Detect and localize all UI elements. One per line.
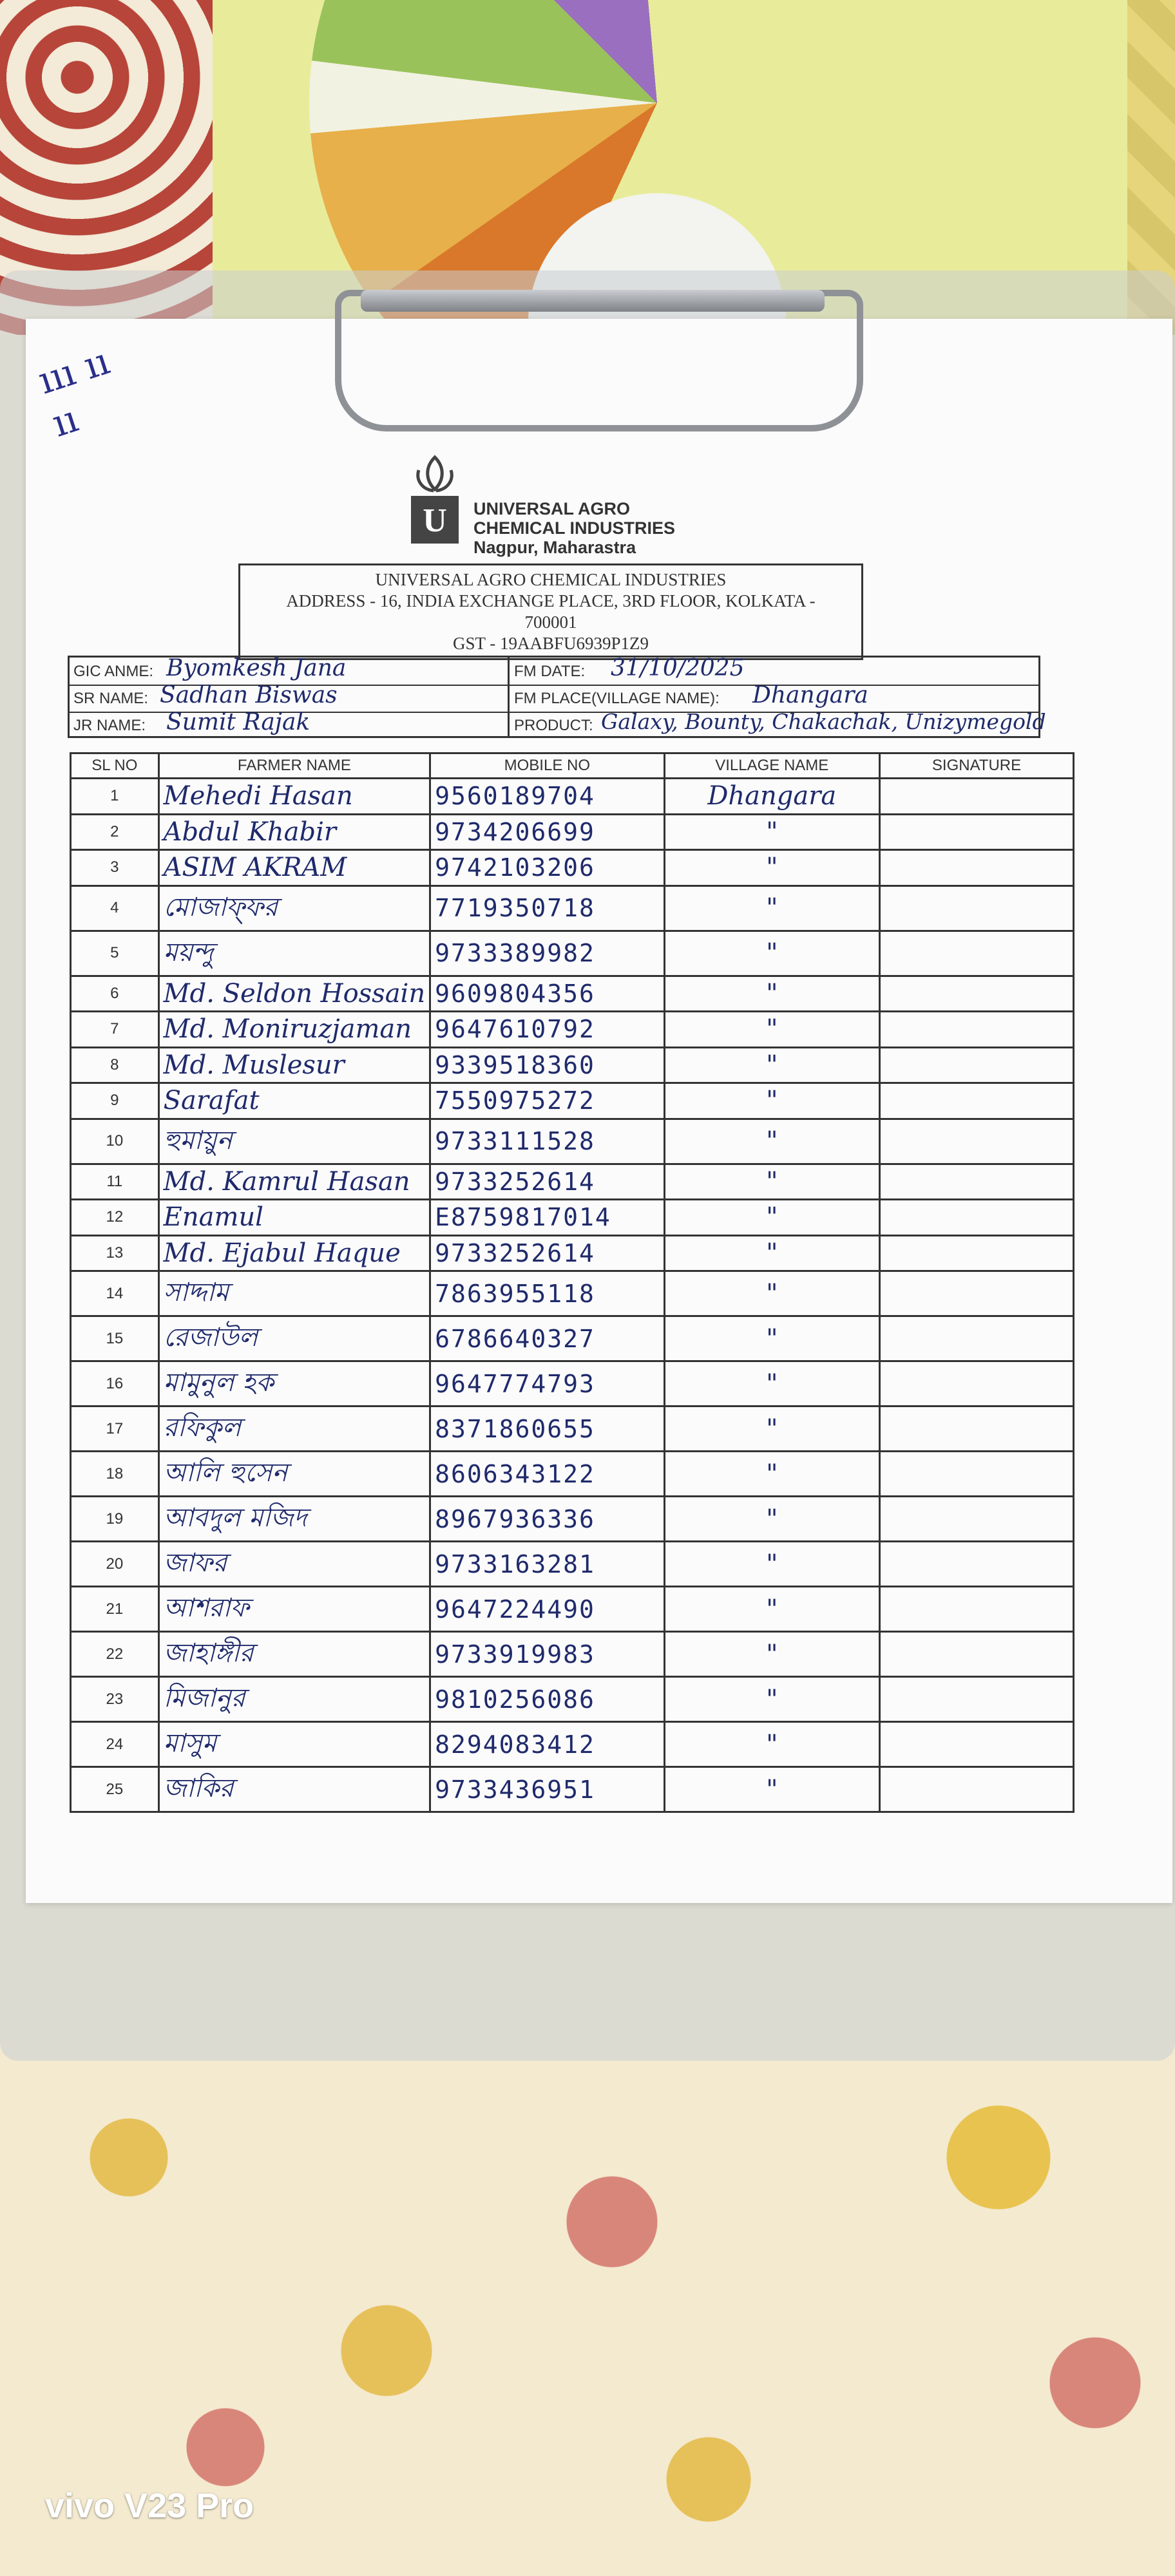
table-row bbox=[71, 1047, 1074, 1083]
cell-village-name-text: " bbox=[766, 1323, 778, 1354]
cell-mobile-no-text: 9733252614 bbox=[435, 1238, 595, 1267]
cell-village-name-text: " bbox=[766, 1202, 778, 1233]
cell-farmer-name bbox=[158, 886, 430, 931]
cell-mobile-no bbox=[430, 779, 664, 815]
cell-village-name-text: Dhangara bbox=[707, 781, 837, 811]
cell-mobile-no bbox=[430, 850, 664, 886]
cell-village-name-text: " bbox=[766, 1086, 778, 1116]
cell-mobile-no-text: 9733436951 bbox=[435, 1775, 595, 1804]
company-logo-icon bbox=[406, 451, 464, 547]
table-row bbox=[71, 779, 1074, 815]
address-company: UNIVERSAL AGRO CHEMICAL INDUSTRIES bbox=[375, 570, 727, 589]
cell-village-name bbox=[664, 1316, 879, 1361]
cell-village-name bbox=[664, 931, 879, 976]
cell-signature bbox=[880, 1012, 1074, 1048]
cell-signature bbox=[880, 1271, 1074, 1316]
cell-village-name bbox=[664, 1200, 879, 1236]
cell-village-name-text: " bbox=[766, 1459, 778, 1489]
cell-farmer-name-text: আবদুল মজিদ bbox=[163, 1503, 307, 1533]
cell-signature bbox=[880, 1047, 1074, 1083]
cell-farmer-name bbox=[158, 814, 430, 850]
col-sl-no: SL NO bbox=[71, 753, 159, 779]
cell-sl-no: 15 bbox=[71, 1316, 159, 1361]
cell-sl-no: 22 bbox=[71, 1632, 159, 1677]
cell-mobile-no bbox=[430, 1361, 664, 1406]
col-farmer-name: FARMER NAME bbox=[158, 753, 430, 779]
jr-label: JR NAME: bbox=[73, 717, 146, 734]
cell-village-name bbox=[664, 779, 879, 815]
cell-mobile-no bbox=[430, 931, 664, 976]
cell-signature bbox=[880, 1722, 1074, 1767]
cell-sl-no: 23 bbox=[71, 1677, 159, 1722]
address-street: ADDRESS - 16, INDIA EXCHANGE PLACE, 3RD FLOOR, KOLKATA - bbox=[286, 591, 816, 611]
cell-village-name-text: " bbox=[766, 1684, 778, 1714]
cell-mobile-no bbox=[430, 886, 664, 931]
cell-signature bbox=[880, 1316, 1074, 1361]
cell-village-name bbox=[664, 1677, 879, 1722]
cell-signature bbox=[880, 850, 1074, 886]
cell-village-name bbox=[664, 1632, 879, 1677]
cell-signature bbox=[880, 1083, 1074, 1119]
cell-farmer-name-text: Md. Moniruzjaman bbox=[163, 1014, 412, 1045]
cell-mobile-no bbox=[430, 1587, 664, 1632]
cell-farmer-name-text: মোজাফ্ফর bbox=[163, 892, 278, 922]
cell-mobile-no bbox=[430, 1083, 664, 1119]
cell-signature bbox=[880, 1542, 1074, 1587]
cell-farmer-name-text: হুমায়ুন bbox=[163, 1125, 233, 1155]
cell-village-name-text: " bbox=[766, 1014, 778, 1045]
meeting-details bbox=[68, 655, 1046, 738]
cell-mobile-no-text: E8759817014 bbox=[435, 1203, 611, 1232]
cell-signature bbox=[880, 1677, 1074, 1722]
cell-mobile-no-text: 7719350718 bbox=[435, 894, 595, 922]
cell-village-name-text: " bbox=[766, 1639, 778, 1669]
cell-sl-no: 4 bbox=[71, 886, 159, 931]
table-row bbox=[71, 1677, 1074, 1722]
company-name-line1: UNIVERSAL AGRO bbox=[473, 499, 631, 518]
cell-village-name bbox=[664, 1497, 879, 1542]
cell-signature bbox=[880, 1452, 1074, 1497]
cell-farmer-name bbox=[158, 931, 430, 976]
col-signature: SIGNATURE bbox=[880, 753, 1074, 779]
cell-village-name-text: " bbox=[766, 1238, 778, 1268]
cell-signature bbox=[880, 1406, 1074, 1452]
cell-signature bbox=[880, 814, 1074, 850]
cell-mobile-no-text: 9733389982 bbox=[435, 939, 595, 967]
cell-mobile-no bbox=[430, 1119, 664, 1164]
cell-mobile-no bbox=[430, 1406, 664, 1452]
place-label: FM PLACE(VILLAGE NAME): bbox=[514, 690, 720, 707]
company-location: Nagpur, Maharastra bbox=[473, 538, 636, 557]
cell-sl-no: 16 bbox=[71, 1361, 159, 1406]
cell-signature bbox=[880, 886, 1074, 931]
cell-mobile-no bbox=[430, 1677, 664, 1722]
cell-mobile-no bbox=[430, 1767, 664, 1812]
cell-mobile-no-text: 8967936336 bbox=[435, 1504, 595, 1533]
table-row bbox=[71, 814, 1074, 850]
cell-mobile-no-text: 9733252614 bbox=[435, 1167, 595, 1196]
cell-farmer-name-text: ময়ন্দু bbox=[163, 937, 214, 967]
cell-signature bbox=[880, 1361, 1074, 1406]
sr-label: SR NAME: bbox=[73, 690, 149, 707]
cell-farmer-name bbox=[158, 1316, 430, 1361]
cell-signature bbox=[880, 1767, 1074, 1812]
cell-farmer-name-text: Md. Ejabul Haque bbox=[163, 1238, 401, 1268]
cell-signature bbox=[880, 1497, 1074, 1542]
col-mobile-no: MOBILE NO bbox=[430, 753, 664, 779]
product-label: PRODUCT: bbox=[514, 717, 593, 734]
cell-village-name bbox=[664, 1119, 879, 1164]
cell-mobile-no bbox=[430, 1200, 664, 1236]
cell-village-name-text: " bbox=[766, 1549, 778, 1579]
cell-village-name bbox=[664, 1271, 879, 1316]
cell-farmer-name-text: মাসুম bbox=[163, 1728, 217, 1758]
cell-signature bbox=[880, 976, 1074, 1012]
cell-signature bbox=[880, 1164, 1074, 1200]
cell-village-name-text: " bbox=[766, 1368, 778, 1399]
table-row bbox=[71, 1083, 1074, 1119]
cell-mobile-no-text: 9609804356 bbox=[435, 979, 595, 1008]
table-row bbox=[71, 1767, 1074, 1812]
table-row bbox=[71, 1012, 1074, 1048]
cell-farmer-name-text: মিজানুর bbox=[163, 1683, 245, 1713]
cell-farmer-name-text: Md. Kamrul Hasan bbox=[163, 1166, 410, 1197]
cell-mobile-no-text: 9647610792 bbox=[435, 1015, 595, 1044]
cell-village-name bbox=[664, 1406, 879, 1452]
cell-farmer-name bbox=[158, 1542, 430, 1587]
cell-farmer-name-text: Md. Seldon Hossain bbox=[163, 978, 426, 1009]
cell-village-name-text: " bbox=[766, 893, 778, 923]
cell-mobile-no bbox=[430, 1542, 664, 1587]
cell-village-name-text: " bbox=[766, 1126, 778, 1156]
cell-mobile-no-text: 9733919983 bbox=[435, 1640, 595, 1669]
cell-farmer-name-text: Enamul bbox=[163, 1202, 263, 1233]
cell-mobile-no-text: 9733111528 bbox=[435, 1127, 595, 1155]
cell-village-name-text: " bbox=[766, 853, 778, 883]
cell-farmer-name bbox=[158, 1722, 430, 1767]
cell-farmer-name bbox=[158, 1406, 430, 1452]
table-row bbox=[71, 931, 1074, 976]
table-row bbox=[71, 1271, 1074, 1316]
cell-farmer-name bbox=[158, 1119, 430, 1164]
cell-village-name bbox=[664, 1361, 879, 1406]
clip-bar bbox=[361, 290, 825, 312]
cell-farmer-name bbox=[158, 976, 430, 1012]
cell-farmer-name bbox=[158, 1012, 430, 1048]
cell-village-name-text: " bbox=[766, 978, 778, 1009]
cell-village-name bbox=[664, 1235, 879, 1271]
cell-sl-no: 24 bbox=[71, 1722, 159, 1767]
table-row bbox=[71, 1587, 1074, 1632]
cell-village-name-text: " bbox=[766, 938, 778, 968]
cell-farmer-name-text: সাদ্দাম bbox=[163, 1278, 229, 1307]
table-row bbox=[71, 1361, 1074, 1406]
cell-farmer-name bbox=[158, 1497, 430, 1542]
cell-farmer-name-text: জাহাঙ্গীর bbox=[163, 1638, 254, 1668]
camera-watermark: vivo V23 Pro bbox=[45, 2486, 254, 2525]
meta-row-3 bbox=[70, 709, 1046, 739]
cell-signature bbox=[880, 931, 1074, 976]
cell-village-name bbox=[664, 886, 879, 931]
cell-farmer-name bbox=[158, 1047, 430, 1083]
address-box bbox=[238, 564, 863, 660]
cell-mobile-no bbox=[430, 1012, 664, 1048]
cell-mobile-no-text: 9733163281 bbox=[435, 1549, 595, 1578]
cell-farmer-name-text: আশরাফ bbox=[163, 1593, 249, 1623]
cell-village-name-text: " bbox=[766, 1594, 778, 1624]
table-row bbox=[71, 850, 1074, 886]
cell-village-name bbox=[664, 1587, 879, 1632]
cell-village-name bbox=[664, 1164, 879, 1200]
table-row bbox=[71, 1542, 1074, 1587]
cell-sl-no: 3 bbox=[71, 850, 159, 886]
cell-sl-no: 1 bbox=[71, 779, 159, 815]
cell-farmer-name-text: রেজাউল bbox=[163, 1323, 258, 1352]
cell-farmer-name-text: Sarafat bbox=[163, 1086, 260, 1116]
cell-mobile-no-text: 8294083412 bbox=[435, 1730, 595, 1759]
cell-farmer-name-text: Abdul Khabir bbox=[163, 817, 337, 847]
address-pin: 700001 bbox=[524, 612, 577, 632]
product-value: Galaxy, Bounty, Chakachak, Unizymegold bbox=[601, 709, 1046, 734]
cell-sl-no: 18 bbox=[71, 1452, 159, 1497]
cell-farmer-name-text: Mehedi Hasan bbox=[163, 781, 353, 811]
table-row bbox=[71, 1164, 1074, 1200]
cell-farmer-name-text: মামুনুল হক bbox=[163, 1368, 274, 1397]
cell-mobile-no-text: 9810256086 bbox=[435, 1685, 595, 1714]
cell-signature bbox=[880, 1200, 1074, 1236]
cell-farmer-name bbox=[158, 1452, 430, 1497]
cell-mobile-no-text: 9560189704 bbox=[435, 782, 595, 811]
cell-sl-no: 2 bbox=[71, 814, 159, 850]
cell-mobile-no-text: 9647774793 bbox=[435, 1369, 595, 1398]
table-row bbox=[71, 1119, 1074, 1164]
cell-village-name-text: " bbox=[766, 1166, 778, 1197]
cell-farmer-name bbox=[158, 1587, 430, 1632]
cell-mobile-no-text: 8371860655 bbox=[435, 1414, 595, 1443]
date-value: 31/10/2025 bbox=[611, 655, 745, 681]
date-label: FM DATE: bbox=[514, 663, 586, 680]
cell-mobile-no bbox=[430, 1316, 664, 1361]
cell-sl-no: 7 bbox=[71, 1012, 159, 1048]
cell-mobile-no-text: 9734206699 bbox=[435, 817, 595, 846]
cell-sl-no: 6 bbox=[71, 976, 159, 1012]
cell-village-name bbox=[664, 850, 879, 886]
cell-village-name bbox=[664, 1542, 879, 1587]
cell-sl-no: 17 bbox=[71, 1406, 159, 1452]
cell-village-name-text: " bbox=[766, 1050, 778, 1080]
cell-farmer-name bbox=[158, 1200, 430, 1236]
cell-signature bbox=[880, 1632, 1074, 1677]
cell-sl-no: 11 bbox=[71, 1164, 159, 1200]
cell-village-name bbox=[664, 1083, 879, 1119]
svg-text:U: U bbox=[423, 502, 447, 539]
cell-village-name-text: " bbox=[766, 1278, 778, 1309]
gic-value: Byomkesh Jana bbox=[166, 655, 347, 681]
cell-signature bbox=[880, 1587, 1074, 1632]
jr-value: Sumit Rajak bbox=[166, 709, 310, 735]
cell-sl-no: 5 bbox=[71, 931, 159, 976]
cell-sl-no: 14 bbox=[71, 1271, 159, 1316]
gst-number: GST - 19AABFU6939P1Z9 bbox=[452, 634, 649, 653]
cell-village-name-text: " bbox=[766, 1774, 778, 1804]
table-row bbox=[71, 886, 1074, 931]
cell-sl-no: 9 bbox=[71, 1083, 159, 1119]
cell-village-name bbox=[664, 976, 879, 1012]
cell-signature bbox=[880, 779, 1074, 815]
cell-farmer-name bbox=[158, 1164, 430, 1200]
sr-value: Sadhan Biswas bbox=[160, 682, 338, 708]
cell-mobile-no bbox=[430, 1497, 664, 1542]
cell-sl-no: 8 bbox=[71, 1047, 159, 1083]
table-row bbox=[71, 1632, 1074, 1677]
cell-mobile-no-text: 7550975272 bbox=[435, 1086, 595, 1115]
cell-village-name-text: " bbox=[766, 1504, 778, 1534]
table-row bbox=[71, 1722, 1074, 1767]
cell-signature bbox=[880, 1235, 1074, 1271]
gic-label: GIC ANME: bbox=[73, 663, 154, 680]
cell-mobile-no-text: 7863955118 bbox=[435, 1279, 595, 1308]
place-value: Dhangara bbox=[752, 682, 868, 708]
cell-mobile-no bbox=[430, 1452, 664, 1497]
cell-village-name bbox=[664, 814, 879, 850]
col-village-name: VILLAGE NAME bbox=[664, 753, 879, 779]
cell-signature bbox=[880, 1119, 1074, 1164]
cell-village-name bbox=[664, 1047, 879, 1083]
cell-sl-no: 25 bbox=[71, 1767, 159, 1812]
cell-farmer-name-text: রফিকুল bbox=[163, 1413, 242, 1443]
cell-mobile-no bbox=[430, 1271, 664, 1316]
table-row bbox=[71, 1200, 1074, 1236]
cell-farmer-name bbox=[158, 1767, 430, 1812]
cell-mobile-no bbox=[430, 1164, 664, 1200]
table-row bbox=[71, 1497, 1074, 1542]
company-name-line2: CHEMICAL INDUSTRIES bbox=[473, 518, 676, 538]
cell-mobile-no bbox=[430, 1235, 664, 1271]
cell-farmer-name bbox=[158, 779, 430, 815]
cell-village-name-text: " bbox=[766, 1414, 778, 1444]
cell-sl-no: 13 bbox=[71, 1235, 159, 1271]
table-header-row bbox=[71, 753, 1074, 779]
company-name bbox=[473, 499, 675, 557]
cell-mobile-no bbox=[430, 1047, 664, 1083]
cell-farmer-name-text: আলি হুসেন bbox=[163, 1458, 288, 1488]
cell-mobile-no bbox=[430, 1632, 664, 1677]
cell-sl-no: 20 bbox=[71, 1542, 159, 1587]
table-row bbox=[71, 1406, 1074, 1452]
cell-farmer-name bbox=[158, 1632, 430, 1677]
cell-sl-no: 10 bbox=[71, 1119, 159, 1164]
table-row bbox=[71, 1235, 1074, 1271]
cell-village-name bbox=[664, 1767, 879, 1812]
farmer-table bbox=[70, 752, 1075, 1813]
cell-village-name-text: " bbox=[766, 817, 778, 847]
cell-farmer-name-text: ASIM AKRAM bbox=[163, 853, 347, 883]
cell-farmer-name-text: জাফর bbox=[163, 1548, 227, 1578]
cell-farmer-name-text: জাকির bbox=[163, 1774, 234, 1803]
cell-sl-no: 21 bbox=[71, 1587, 159, 1632]
cell-farmer-name bbox=[158, 1271, 430, 1316]
cell-farmer-name bbox=[158, 1235, 430, 1271]
cell-sl-no: 12 bbox=[71, 1200, 159, 1236]
cell-village-name bbox=[664, 1012, 879, 1048]
cell-farmer-name bbox=[158, 850, 430, 886]
cell-village-name bbox=[664, 1722, 879, 1767]
table-row bbox=[71, 1452, 1074, 1497]
cell-mobile-no-text: 9339518360 bbox=[435, 1050, 595, 1079]
cell-mobile-no-text: 6786640327 bbox=[435, 1324, 595, 1353]
tally-scribble: ııı ıı ıı bbox=[33, 339, 115, 446]
cell-mobile-no bbox=[430, 814, 664, 850]
cell-farmer-name-text: Md. Muslesur bbox=[163, 1050, 345, 1080]
cell-mobile-no-text: 8606343122 bbox=[435, 1459, 595, 1488]
cell-mobile-no bbox=[430, 976, 664, 1012]
cell-farmer-name bbox=[158, 1083, 430, 1119]
cell-farmer-name bbox=[158, 1361, 430, 1406]
table-row bbox=[71, 1316, 1074, 1361]
table-row bbox=[71, 976, 1074, 1012]
cell-mobile-no bbox=[430, 1722, 664, 1767]
cell-village-name bbox=[664, 1452, 879, 1497]
cell-mobile-no-text: 9742103206 bbox=[435, 853, 595, 882]
cell-village-name-text: " bbox=[766, 1729, 778, 1759]
cell-mobile-no-text: 9647224490 bbox=[435, 1595, 595, 1624]
cell-farmer-name bbox=[158, 1677, 430, 1722]
cell-sl-no: 19 bbox=[71, 1497, 159, 1542]
